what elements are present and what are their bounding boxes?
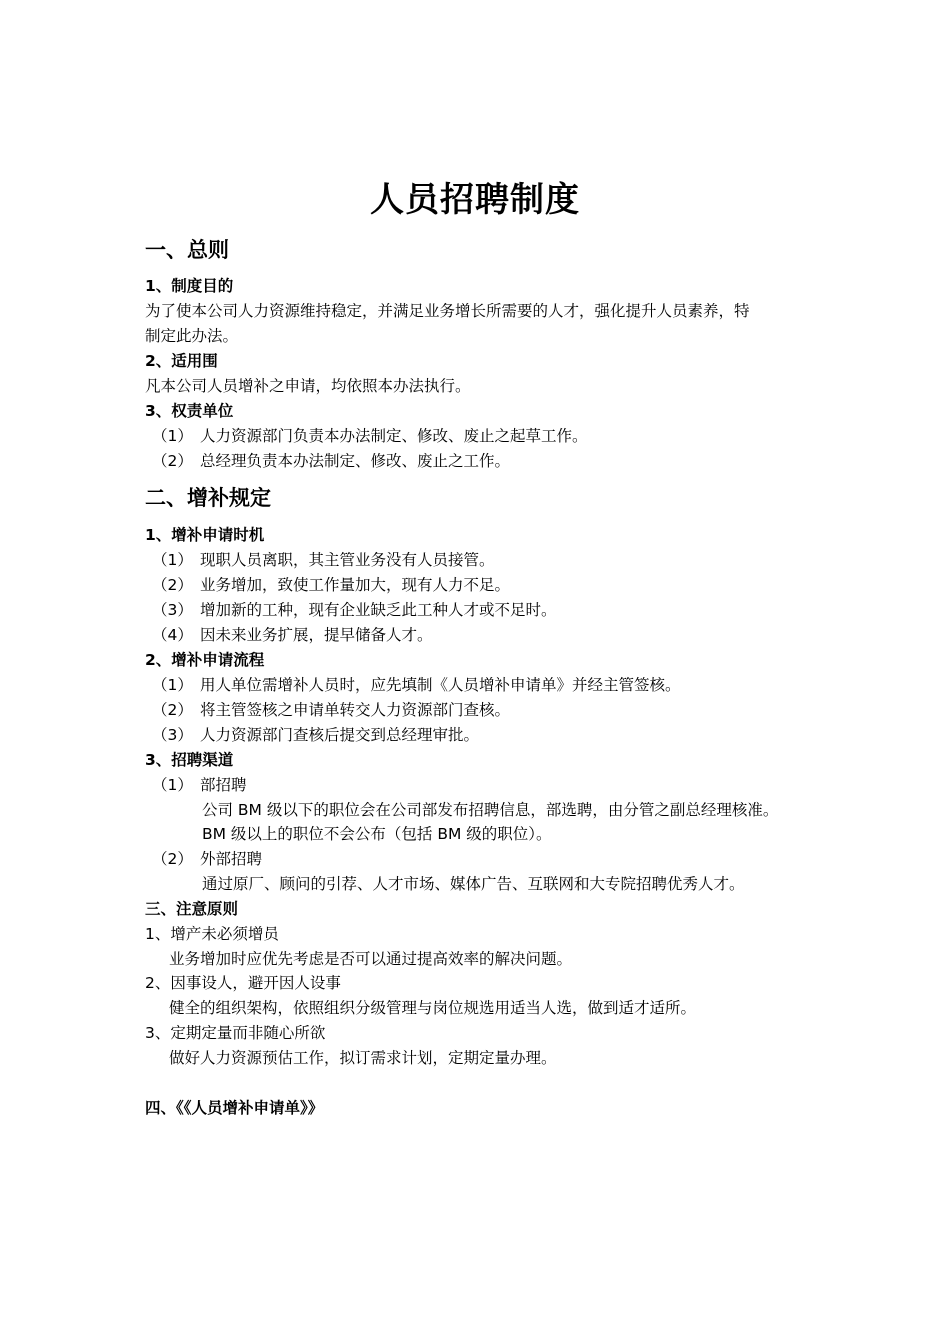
list-item [145,673,681,698]
list-number: （2） [152,452,193,470]
list-number: （2） [152,701,193,719]
section-2-a-title: 1、增补申请时机 [145,526,265,544]
list-text: 业务增加，致使工作量加大，现有人力不足。 [200,576,511,594]
list-text: 用人单位需增补人员时，应先填制《人员增补申请单》并经主管签核。 [200,676,681,694]
document-title: 人员招聘制度 [370,180,580,220]
section-1-b-title: 2、适用围 [145,352,218,370]
section-1-a-title: 1、制度目的 [145,277,234,295]
list-item [145,449,510,474]
principle-3-text: 做好人力资源预估工作，拟订需求计划，定期定量办理。 [169,1049,557,1067]
list-item [145,424,588,449]
section-2-b-title: 2、增补申请流程 [145,651,265,669]
list-number: （1） [152,676,193,694]
list-item [145,573,510,598]
list-number: （3） [152,726,193,744]
internal-recruit-detail-2: BM 级以上的职位不会公布（包括 BM 级的职位）。 [202,825,552,843]
list-item [145,548,495,573]
list-item [145,723,479,748]
section-2-c-title: 3、招聘渠道 [145,751,234,769]
list-number: （3） [152,601,193,619]
principle-2-title: 2、因事设人，避开因人设事 [145,974,341,992]
list-number: （4） [152,626,193,644]
internal-recruit-detail-1: 公司 BM 级以下的职位会在公司部发布招聘信息，部选聘，由分管之副总经理核准。 [202,801,779,819]
list-text: 人力资源部门负责本办法制定、修改、废止之起草工作。 [200,427,588,445]
list-text: 部招聘 [200,776,247,794]
list-item [145,773,247,798]
list-number: （2） [152,850,193,868]
list-number: （2） [152,576,193,594]
section-2-heading: 二、增补规定 [145,486,271,510]
list-item [145,623,433,648]
principle-3-title: 3、定期定量而非随心所欲 [145,1024,326,1042]
section-1-heading: 一、总则 [145,238,229,262]
principle-1-text: 业务增加时应优先考虑是否可以通过提高效率的解决问题。 [169,950,573,968]
list-text: 因未来业务扩展，提早储备人才。 [200,626,433,644]
list-number: （1） [152,427,193,445]
section-1-c-title: 3、权责单位 [145,402,234,420]
external-recruit-detail: 通过原厂、顾问的引荐、人才市场、媒体广告、互联网和大专院招聘优秀人才。 [202,875,745,893]
principle-1-title: 1、增产未必须增员 [145,925,279,943]
list-text: 增加新的工种，现有企业缺乏此工种人才或不足时。 [200,601,557,619]
list-text: 将主管签核之申请单转交人力资源部门查核。 [200,701,511,719]
section-4-heading: 四、《《人员增补申请单》》 [145,1099,324,1117]
section-3-heading: 三、注意原则 [145,900,239,918]
list-item [145,698,510,723]
section-1-a-text-1: 为了使本公司人力资源维持稳定，并满足业务增长所需要的人才，强化提升人员素养，特 [145,302,750,320]
principle-2-text: 健全的组织架构，依照组织分级管理与岗位规选用适当人选，做到适才适所。 [169,999,697,1017]
list-text: 外部招聘 [200,850,263,868]
list-number: （1） [152,776,193,794]
list-text: 总经理负责本办法制定、修改、废止之工作。 [200,452,511,470]
list-item [145,847,262,872]
list-text: 人力资源部门查核后提交到总经理审批。 [200,726,480,744]
section-1-b-text: 凡本公司人员增补之申请，均依照本办法执行。 [145,377,471,395]
list-item [145,598,557,623]
section-1-a-text-2: 制定此办法。 [145,327,239,345]
list-text: 现职人员离职，其主管业务没有人员接管。 [200,551,495,569]
list-number: （1） [152,551,193,569]
